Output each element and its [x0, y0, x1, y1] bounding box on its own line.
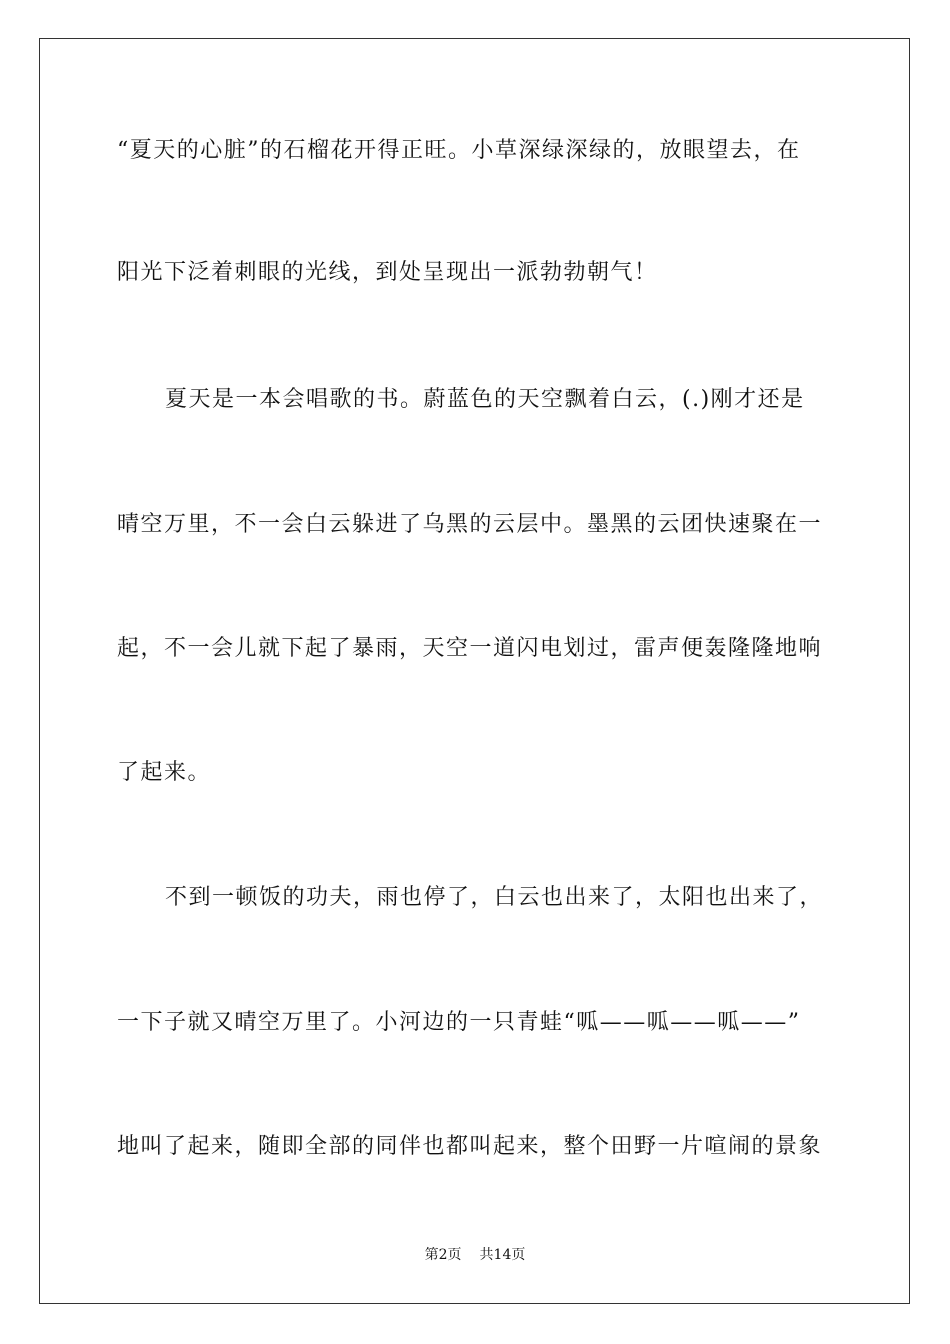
paragraph-line: 地叫了起来，随即全部的同伴也都叫起来，整个田野一片喧闹的景象: [117, 1134, 823, 1159]
paragraph-line: 阳光下泛着刺眼的光线，到处呈现出一派勃勃朝气！: [117, 260, 658, 285]
paragraph-line: 夏天是一本会唱歌的书。蔚蓝色的天空飘着白云，(.)刚才还是: [165, 387, 805, 412]
paragraph-line: 一下子就又晴空万里了。小河边的一只青蛙“呱——呱——呱——”: [117, 1010, 801, 1035]
page-total: 共14页: [479, 1247, 526, 1263]
paragraph-line: 晴空万里，不一会白云躲进了乌黑的云层中。墨黑的云团快速聚在一: [117, 512, 823, 537]
paragraph-line: 起，不一会儿就下起了暴雨，天空一道闪电划过，雷声便轰隆隆地响: [117, 636, 823, 661]
page-footer: [0, 1245, 950, 1265]
paragraph-line: 不到一顿饭的功夫，雨也停了，白云也出来了，太阳也出来了，: [165, 885, 824, 910]
paragraph-line: 了起来。: [117, 760, 212, 785]
paragraph-line: “夏天的心脏”的石榴花开得正旺。小草深绿深绿的，放眼望去，在: [117, 138, 801, 163]
page-number: 第2页: [424, 1247, 462, 1263]
page-frame: [39, 38, 910, 1304]
